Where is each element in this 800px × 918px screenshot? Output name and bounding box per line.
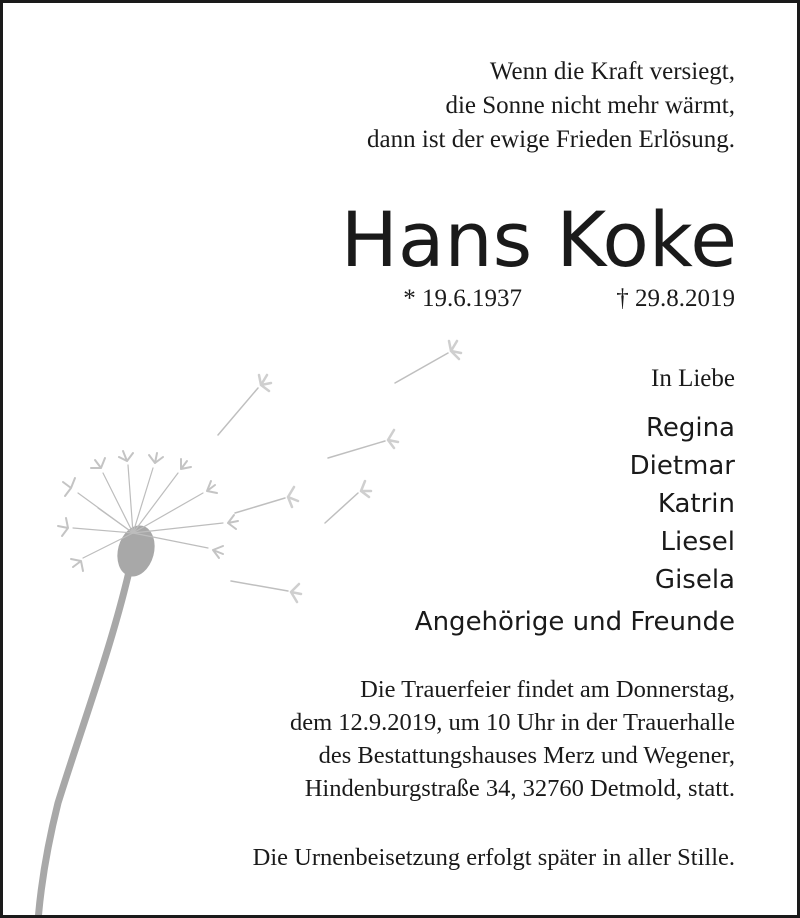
- service-line-2: dem 12.9.2019, um 10 Uhr in der Trauerhalle: [289, 709, 735, 736]
- mourner-name: Dietmar: [629, 451, 735, 481]
- mourner-name: Katrin: [657, 489, 735, 519]
- quote-line-3: dann ist der ewige Frieden Erlösung.: [367, 126, 735, 153]
- in-love-heading: In Liebe: [651, 365, 735, 392]
- mourner-name: Gisela: [654, 565, 735, 595]
- birth-date: * 19.6.1937: [403, 285, 522, 312]
- quote-line-1: Wenn die Kraft versiegt,: [489, 58, 735, 85]
- mourner-name: Regina: [645, 413, 735, 443]
- mourners-relatives-friends: Angehörige und Freunde: [414, 607, 735, 637]
- burial-note: Die Urnenbeisetzung erfolgt später in aller Stille.: [252, 844, 735, 871]
- deceased-name: Hans Koke: [340, 195, 737, 284]
- service-line-3: des Bestattungshauses Merz und Wegener,: [318, 742, 735, 769]
- service-line-4: Hindenburgstraße 34, 32760 Detmold, statt.: [304, 775, 735, 802]
- mourner-name: Liesel: [660, 527, 735, 557]
- death-date: † 29.8.2019: [616, 285, 735, 312]
- service-line-1: Die Trauerfeier findet am Donnerstag,: [360, 676, 735, 703]
- quote-line-2: die Sonne nicht mehr wärmt,: [445, 92, 735, 119]
